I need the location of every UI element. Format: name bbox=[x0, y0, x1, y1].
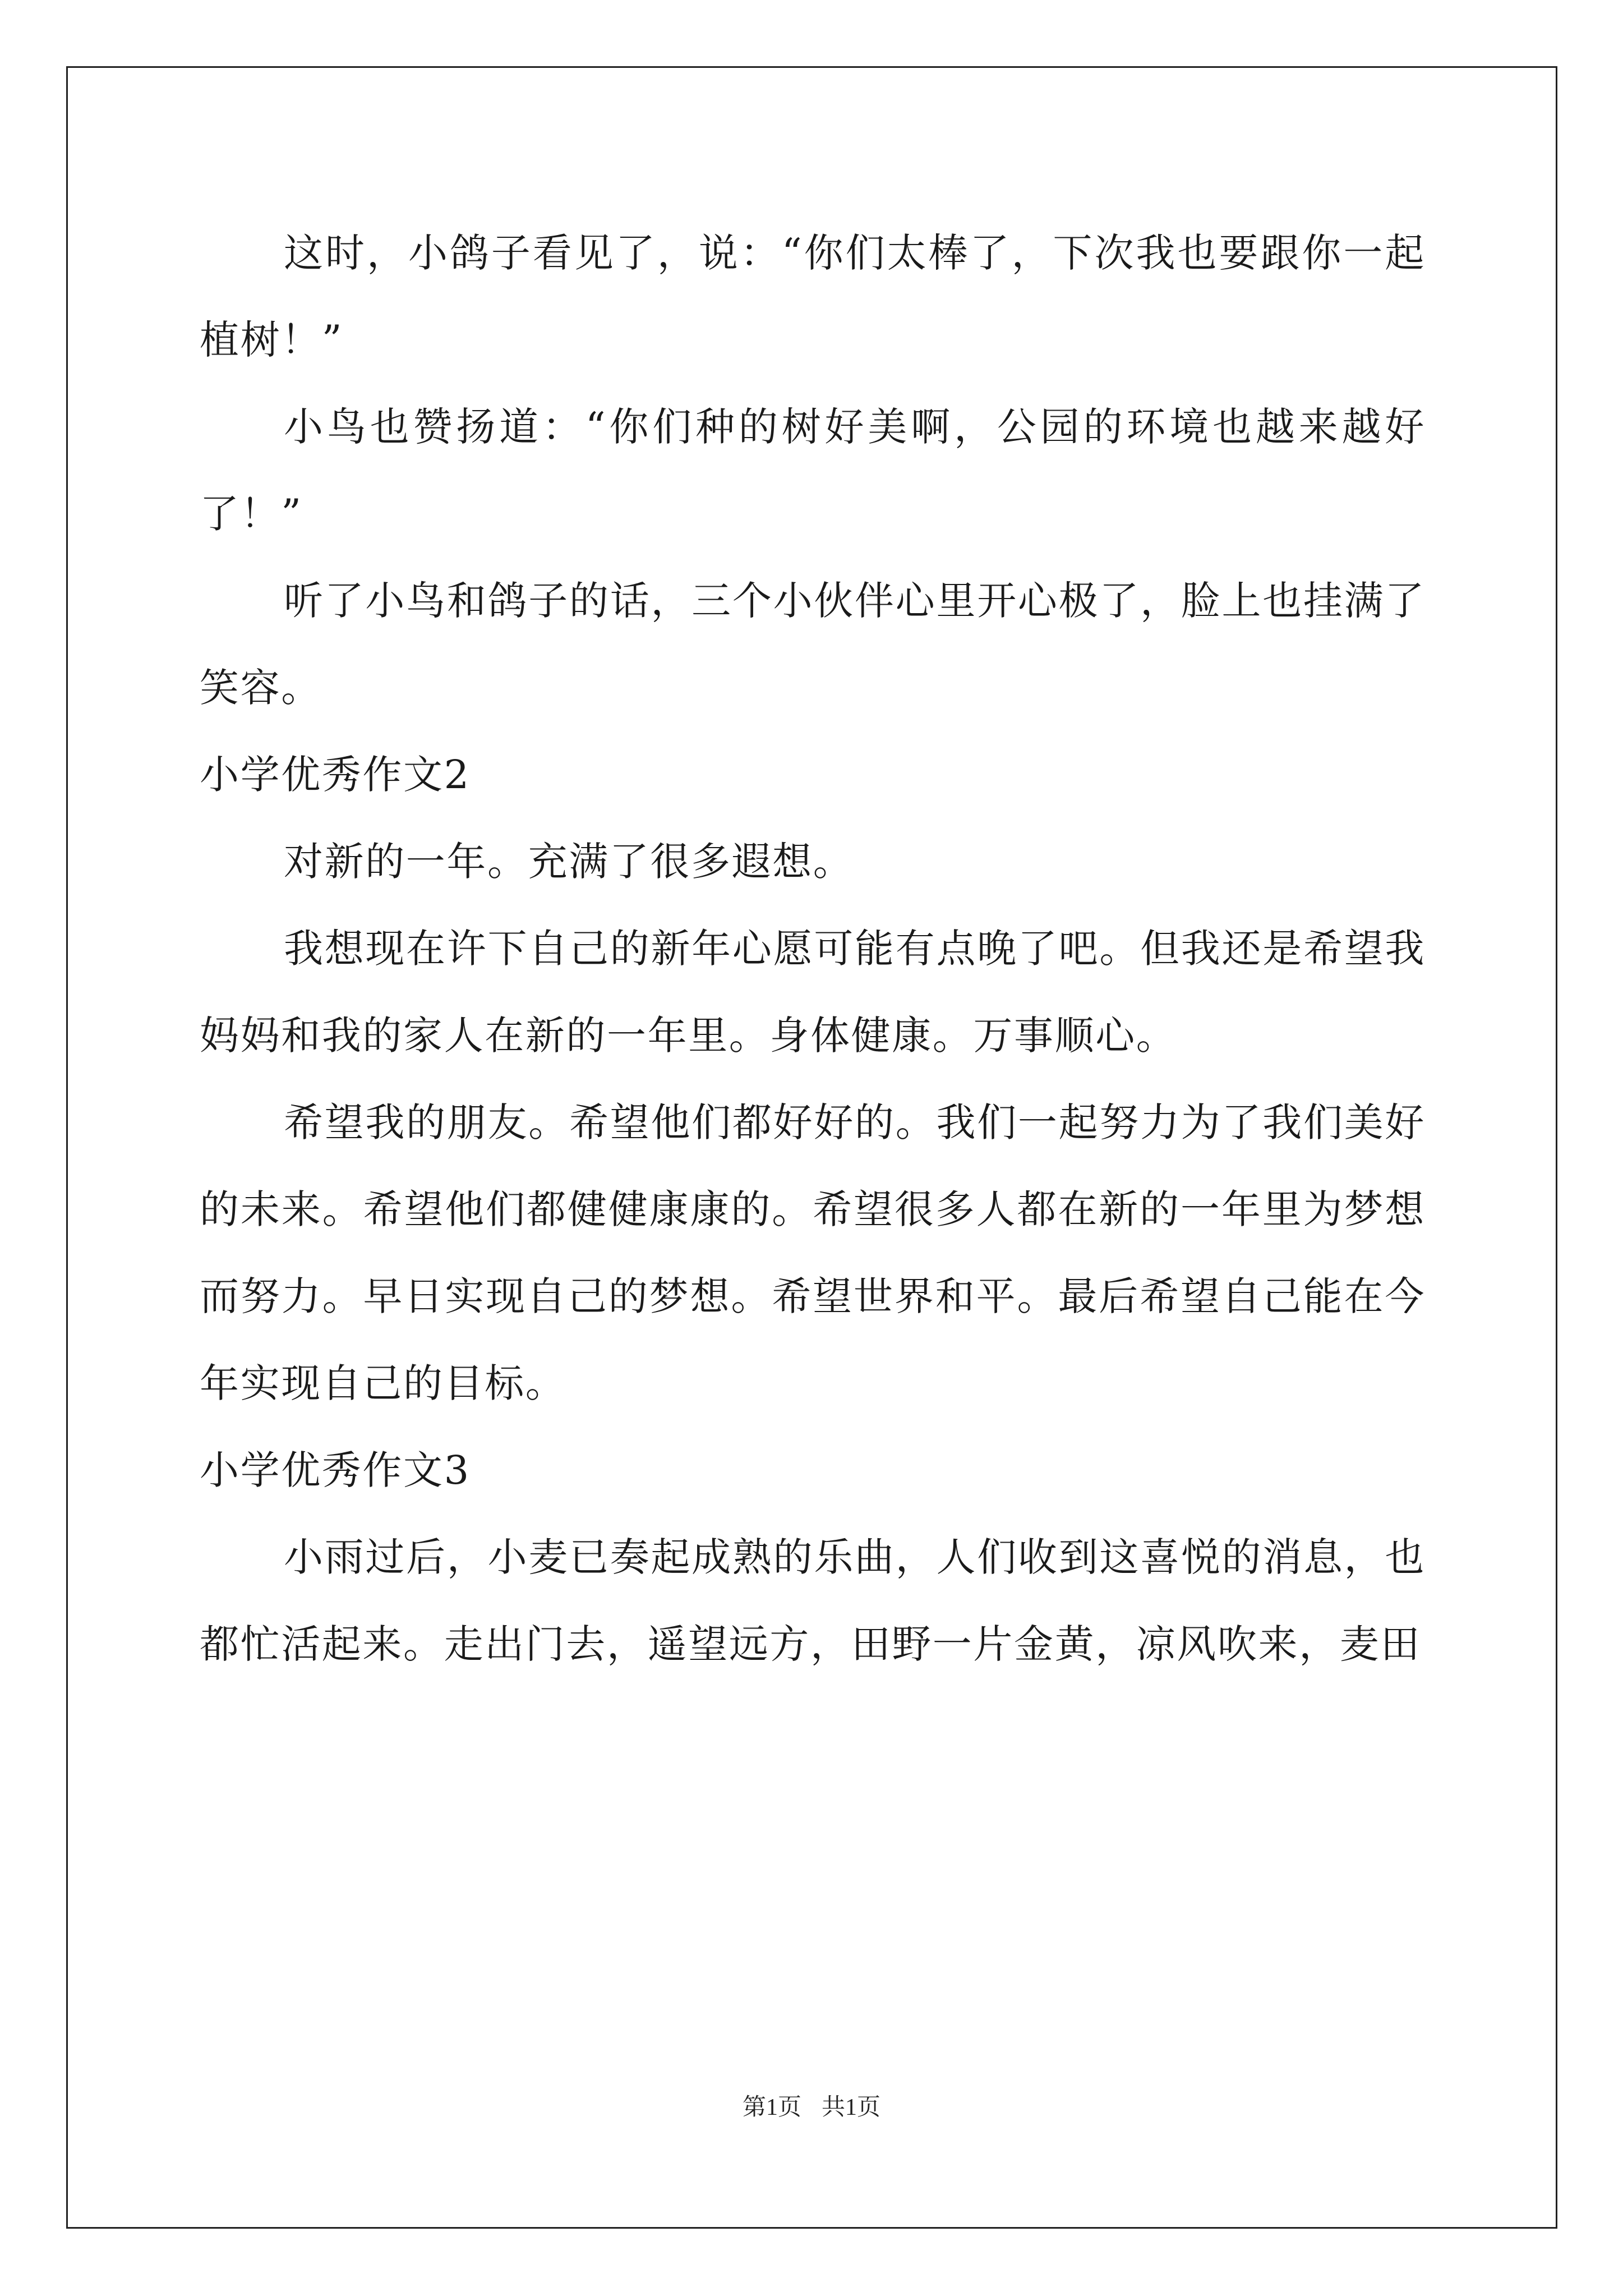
document-body bbox=[200, 210, 1426, 1688]
section-heading: 小学优秀作文3 bbox=[200, 1447, 471, 1493]
paragraph: 听了小鸟和鸽子的话，三个小伙伴心里开心极了，脸上也挂满了笑容。 bbox=[200, 578, 1426, 711]
paragraph: 小鸟也赞扬道：“你们种的树好美啊，公园的环境也越来越好了！” bbox=[200, 404, 1426, 537]
paragraph: 对新的一年。充满了很多遐想。 bbox=[284, 839, 854, 885]
paragraph: 小雨过后，小麦已奏起成熟的乐曲，人们收到这喜悦的消息，也都忙活起来。走出门去，遥望远方，田野一片金黄，凉风吹来，麦田 bbox=[200, 1534, 1426, 1667]
paragraph: 我想现在许下自己的新年心愿可能有点晚了吧。但我还是希望我妈妈和我的家人在新的一年里。身体健康。万事顺心。 bbox=[200, 926, 1426, 1059]
page-number: 第1页 bbox=[742, 2095, 801, 2120]
section-heading: 小学优秀作文2 bbox=[200, 752, 471, 798]
paragraph: 这时，小鸽子看见了，说：“你们太棒了，下次我也要跟你一起植树！” bbox=[200, 230, 1426, 363]
page-footer bbox=[0, 2091, 1623, 2124]
paragraph: 希望我的朋友。希望他们都好好的。我们一起努力为了我们美好的未来。希望他们都健健康康的。希望很多人都在新的一年里为梦想而努力。早日实现自己的梦想。希望世界和平。最后希望自己能在今年实现自己的目标。 bbox=[200, 1099, 1426, 1406]
page-total: 共1页 bbox=[822, 2095, 881, 2120]
